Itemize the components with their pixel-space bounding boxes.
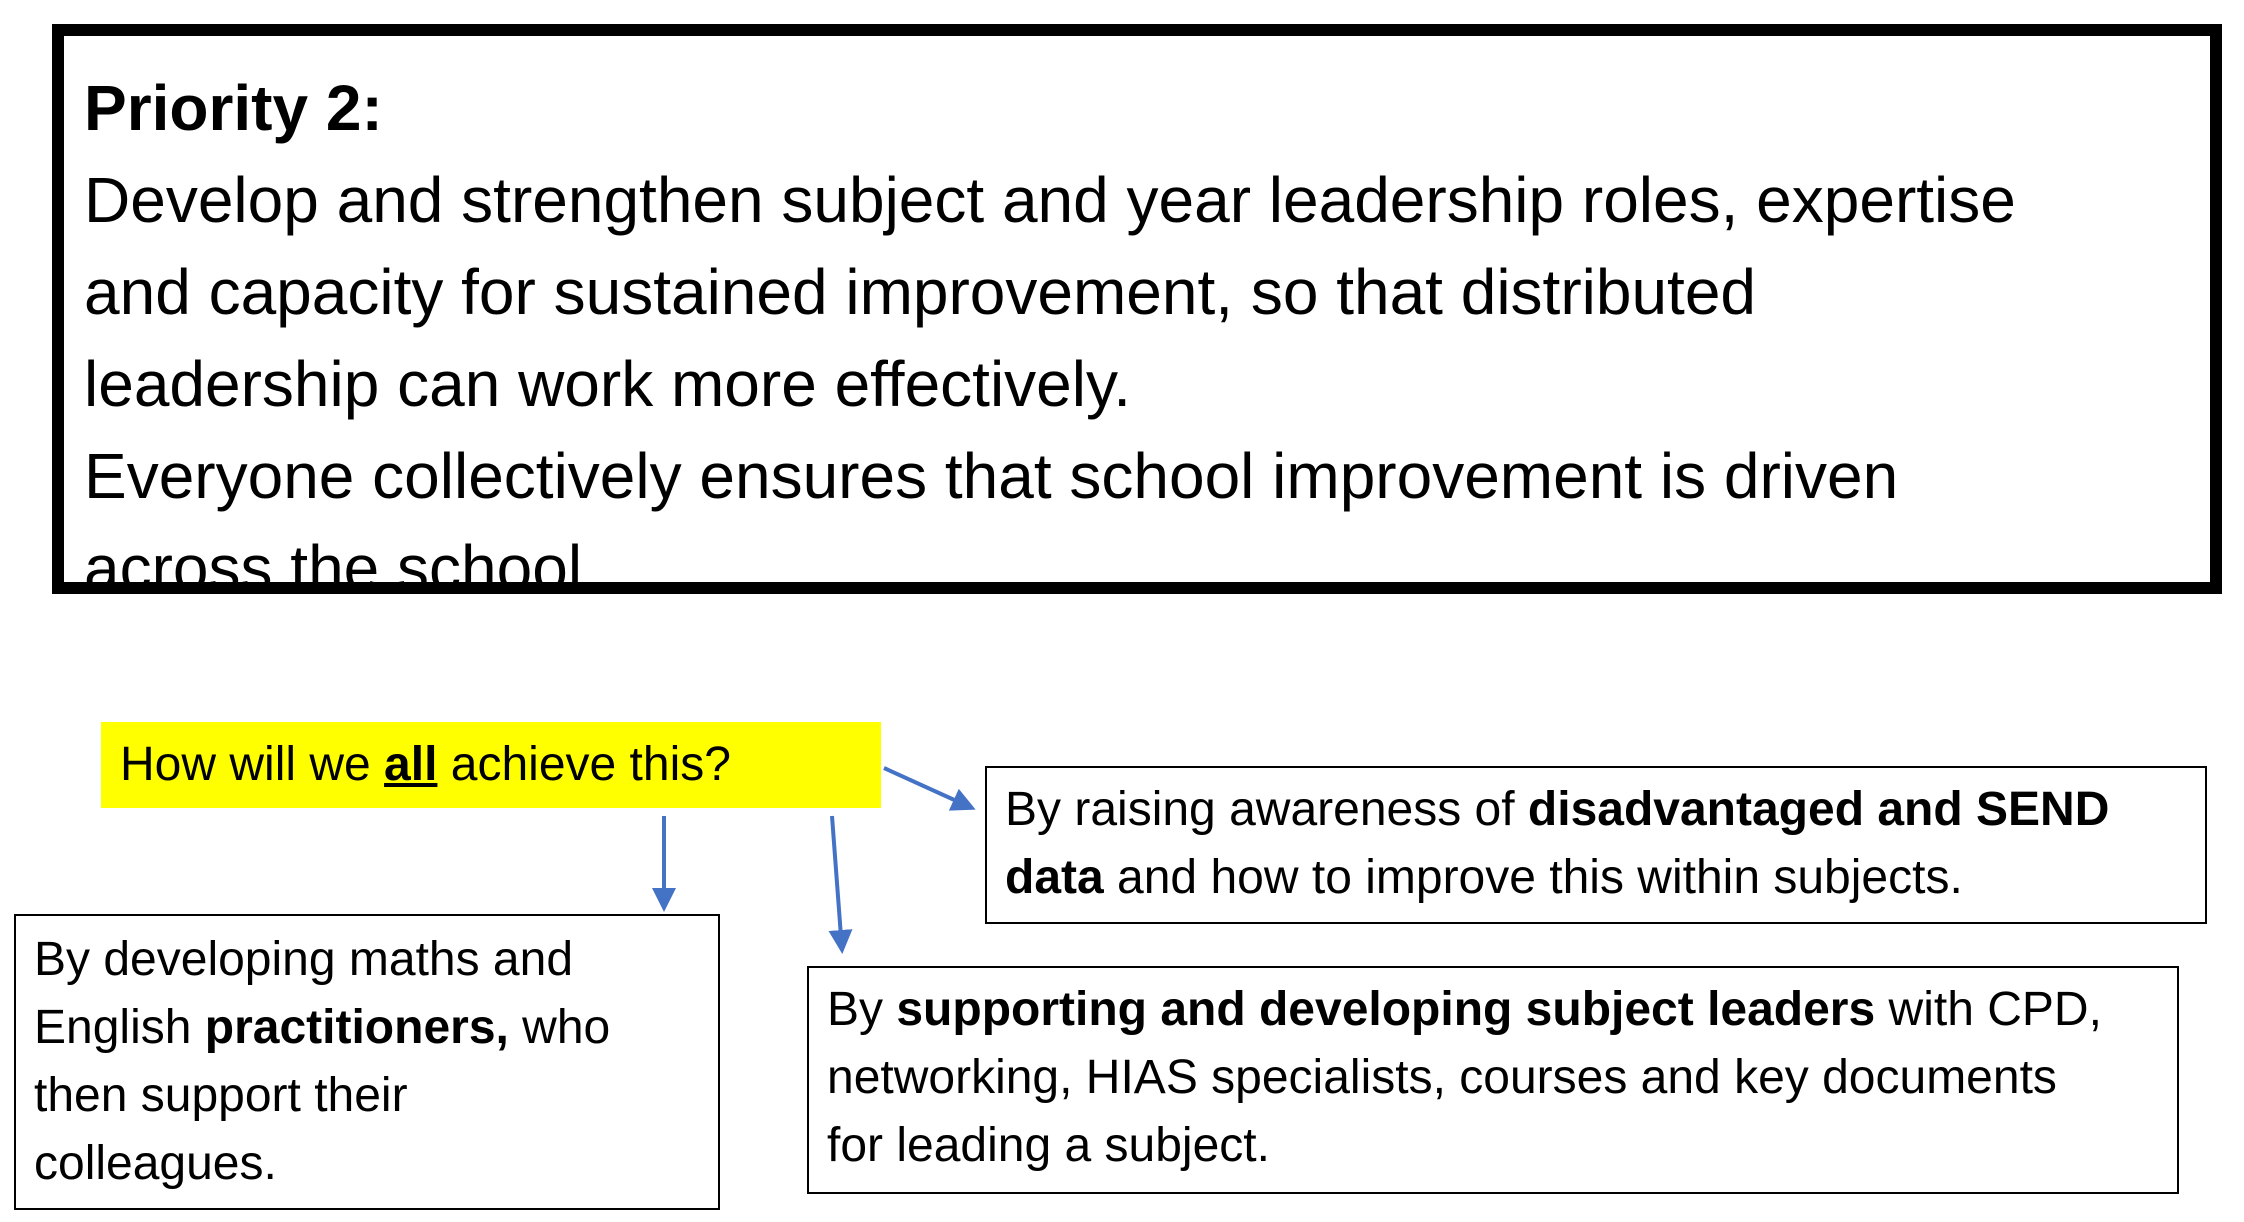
question-box <box>101 722 881 808</box>
answer-send-data <box>985 766 2207 924</box>
answer-maths-english <box>14 914 720 1210</box>
answer-subject-leaders <box>807 966 2179 1194</box>
answer-text: By raising awareness of <box>1005 783 1528 836</box>
answer-line <box>1005 844 2205 912</box>
answer-bold-text: practitioners, <box>204 1001 509 1054</box>
priority-text-line: and capacity for sustained improvement, so that distributed <box>84 256 1756 328</box>
priority-title: Priority 2: <box>84 72 383 144</box>
priority-text-line: leadership can work more effectively. <box>84 348 1131 420</box>
question-text-after: achieve this? <box>437 738 731 791</box>
question-emphasis: all <box>384 738 438 791</box>
answer-line <box>34 994 718 1062</box>
answer-bold-text: disadvantaged and SEND <box>1527 783 2110 836</box>
answer-bold-text: supporting and developing subject leaders <box>896 983 1876 1036</box>
arrow-to-send <box>884 768 972 808</box>
answer-line: colleagues. <box>34 1137 277 1190</box>
priority-text-line: Everyone collectively ensures that school improvement is driven <box>84 440 1899 512</box>
answer-line: networking, HIAS specialists, courses and key documents <box>827 1051 2057 1104</box>
answer-text: who <box>508 1001 611 1054</box>
answer-text: By <box>827 983 897 1036</box>
priority-text-line: across the school. <box>84 532 600 604</box>
priority-box <box>52 24 2222 604</box>
answer-line: for leading a subject. <box>827 1119 1270 1172</box>
answer-line: then support their <box>34 1069 408 1122</box>
answer-text: English <box>34 1001 205 1054</box>
priority-text-line: Develop and strengthen subject and year leadership roles, expertise <box>84 164 2016 236</box>
answer-text: and how to improve this within subjects. <box>1103 851 1963 904</box>
question-text-before: How will we <box>120 738 385 791</box>
arrow-to-leaders <box>832 816 842 950</box>
answer-text: with CPD, <box>1875 983 2102 1036</box>
answer-line <box>1005 776 2205 844</box>
answer-line <box>827 976 2177 1044</box>
answer-bold-text: data <box>1005 851 1104 904</box>
answer-line: By developing maths and <box>34 933 574 986</box>
